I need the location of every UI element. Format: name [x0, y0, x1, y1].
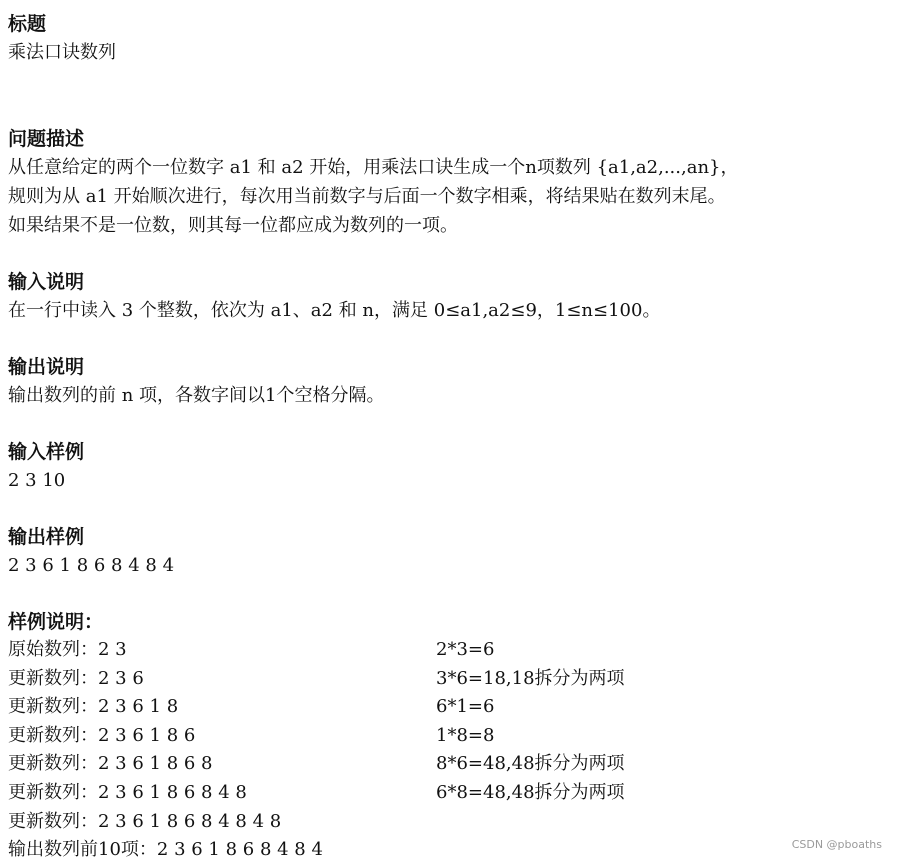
calculation-text: 6*1=6	[436, 696, 495, 718]
spacer	[8, 325, 888, 353]
calculation-text: 1*8=8	[436, 724, 495, 746]
input-desc-heading: 输入说明	[8, 271, 85, 293]
input-desc-text: 在一行中读入 3 个整数，依次为 a1、a2 和 n，满足 0≤a1,a2≤9，1≤n≤100。	[8, 300, 661, 321]
explanation-heading: 样例说明：	[8, 611, 104, 633]
explanation-row	[8, 779, 888, 808]
explanation-row	[8, 836, 888, 865]
output-sample-heading: 输出样例	[8, 526, 85, 548]
title-text: 乘法口诀数列	[8, 42, 116, 63]
explanation-row	[8, 722, 888, 751]
calculation-text: 3*6=18,18拆分为两项	[436, 667, 625, 689]
sequence-text: 更新数列：2 3 6 1 8	[8, 696, 179, 718]
input-sample-heading: 输入样例	[8, 441, 85, 463]
sequence-text: 更新数列：2 3 6 1 8 6 8 4 8 4 8	[8, 810, 282, 832]
sequence-text: 更新数列：2 3 6 1 8 6	[8, 724, 196, 746]
spacer	[8, 67, 888, 125]
watermark-text: CSDN @pboaths	[791, 838, 882, 851]
output-sample-text: 2 3 6 1 8 6 8 4 8 4	[8, 555, 175, 576]
input-sample-text: 2 3 10	[8, 470, 66, 491]
spacer	[8, 495, 888, 523]
sequence-text: 更新数列：2 3 6	[8, 667, 144, 689]
calculation-text: 6*8=48,48拆分为两项	[436, 781, 625, 803]
output-desc-heading: 输出说明	[8, 356, 85, 378]
explanation-row	[8, 808, 888, 837]
explanation-row	[8, 750, 888, 779]
spacer	[8, 580, 888, 608]
explanation-row	[8, 665, 888, 694]
calculation-text: 8*6=48,48拆分为两项	[436, 753, 625, 775]
sequence-text: 输出数列前10项：2 3 6 1 8 6 8 4 8 4	[8, 839, 323, 861]
sequence-text: 更新数列：2 3 6 1 8 6 8 4 8	[8, 781, 247, 803]
calculation-text: 2*3=6	[436, 639, 495, 660]
calculation-text	[436, 808, 888, 837]
spacer	[8, 410, 888, 438]
problem-line-3: 如果结果不是一位数，则其每一位都应成为数列的一项。	[8, 215, 458, 236]
spacer	[8, 240, 888, 268]
sequence-text: 更新数列：2 3 6 1 8 6 8	[8, 753, 213, 775]
document	[8, 10, 888, 865]
explanation-row	[8, 693, 888, 722]
problem-line-2: 规则为从 a1 开始顺次进行，每次用当前数字与后面一个数字相乘，将结果贴在数列末尾。	[8, 186, 726, 207]
title-heading: 标题	[8, 13, 47, 35]
sequence-text: 原始数列：2 3	[8, 639, 127, 660]
problem-line-1: 从任意给定的两个一位数字 a1 和 a2 开始，用乘法口诀生成一个n项数列 {a1,a2,...,an}，	[8, 157, 739, 178]
output-desc-text: 输出数列的前 n 项，各数字间以1个空格分隔。	[8, 385, 385, 406]
explanation-row	[8, 636, 888, 665]
problem-heading: 问题描述	[8, 128, 85, 150]
